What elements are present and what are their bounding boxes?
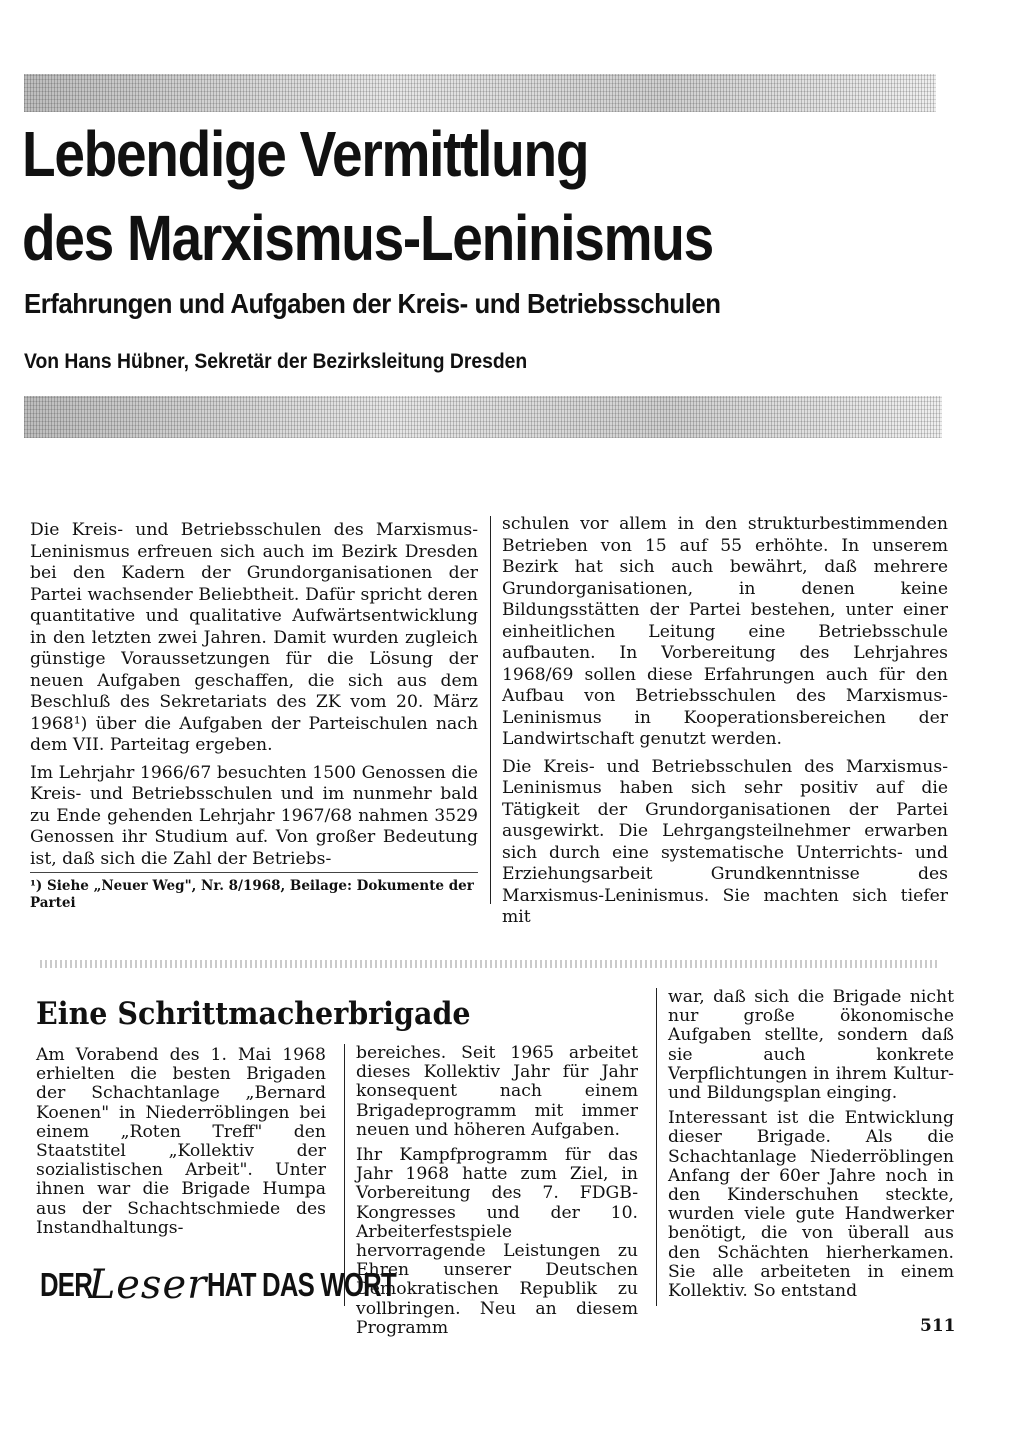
article-column-2 [502,514,948,935]
paragraph: war, daß sich die Brigade nicht nur große ökonomische Aufgaben stellte, sondern daß sie auch konkrete Verpflichtungen in ihrem Kultur- und Bildungsplan einging. [668,987,954,1104]
paragraph: Interessant ist die Entwicklung dieser Brigade. Als die Schachtanlage Niederröblingen Anfang der 60er Jahre noch in den Kinderschuhen steckte, wurden viele gute Handwerker benötigt, die von überall aus den Schächten hierherkamen. Sie alle arbeiteten in einem Kollektiv. So entstand [668,1108,954,1302]
paragraph: Im Lehrjahr 1966/67 besuchten 1500 Genossen die Kreis- und Betriebsschulen und im nunmehr bald zu Ende gehenden Lehrjahr 1967/68 nahmen 3529 Genossen ihr Studium auf. Von großer Bedeutung ist, daß sich die Zahl der Betriebs- [30,762,478,869]
title-line-1: Lebendige Vermittlung [22,118,589,190]
decorative-texture-band-bottom [24,396,942,438]
paragraph: Die Kreis- und Betriebsschulen des Marxismus-Leninismus haben sich sehr positiv auf die Tätigkeit der Grundorganisationen der Partei ausgewirkt. Die Lehrgangsteilnehmer erwarben sich durch eine systematische Unterrichts- und Erziehungsarbeit Grundkenntnisse des Marxismus-Leninismus. Sie machten sich tiefer mit [502,756,948,927]
article-byline: Von Hans Hübner, Sekretär der Bezirksleitung Dresden [24,350,528,373]
section-title: Eine Schrittmacherbrigade [36,996,471,1032]
article-subtitle: Erfahrungen und Aufgaben der Kreis- und Betriebsschulen [24,288,721,319]
column-divider [656,988,657,1306]
logo-script-leser: Leser [88,1262,208,1308]
decorative-texture-band-top [24,74,936,112]
der-leser-hat-das-wort-logo [40,1262,449,1308]
paragraph: Am Vorabend des 1. Mai 1968 erhielten die besten Brigaden der Schachtanlage „Bernard Koenen" in Niederröblingen bei einem „Roten Treff" den Staatstitel „Kollektiv der sozialistischen Arbeit". Unter ihnen war die Brigade Humpa aus der Schachtschmiede des Instandhaltungs- [36,1045,326,1238]
logo-text-hat-das-wort: HAT DAS WORT [207,1266,397,1303]
section-column-3 [668,988,954,1307]
footnote-divider [30,872,478,873]
logo-text-der: DER [40,1266,93,1303]
paragraph: bereiches. Seit 1965 arbeitet dieses Kollektiv Jahr für Jahr konsequent nach einem Brigadeprogramm mit immer neuen und höheren Aufgaben. [356,1043,638,1140]
paragraph: Die Kreis- und Betriebsschulen des Marxismus-Leninismus erfreuen sich auch im Bezirk Dresden bei den Kadern der Grundorganisationen der Partei wachsender Beliebtheit. Dafür spricht deren quantitative und qualitative Aufwärtsentwicklung in den letzten zwei Jahren. Damit wurden zugleich günstige Voraussetzungen für die Lösung der neuen Aufgaben geschaffen, die sich aus dem Beschluß des Sekretariats des ZK vom 20. März 1968¹) über die Aufgaben der Parteischulen nach dem VII. Parteitag ergeben. [30,520,478,755]
footnote: ¹) Siehe „Neuer Weg", Nr. 8/1968, Beilage: Dokumente der Partei [30,878,474,911]
page-number: 511 [920,1316,956,1336]
section-column-1 [36,1046,326,1244]
column-divider [490,516,491,904]
title-line-2: des Marxismus-Leninismus [22,202,713,274]
article-column-1 [30,520,478,876]
section-separator [40,960,940,968]
article-title [22,112,848,280]
paragraph: schulen vor allem in den strukturbestimmenden Betrieben von 15 auf 55 erhöhte. In unserem Bezirk hat sich auch bewährt, daß mehrere Grundorganisationen, in denen keine Bildungsstätten der Partei bestehen, unter einer einheitlichen Leitung eine Betriebsschule aufbauten. In Vorbereitung des Lehrjahres 1968/69 sollen diese Erfahrungen auch für den Aufbau von Betriebsschulen des Marxismus-Leninismus in Kooperationsbereichen der Landwirtschaft genutzt werden. [502,514,948,749]
paragraph: Ihr Kampfprogramm für das Jahr 1968 hatte zum Ziel, in Vorbereitung des 7. FDGB-Kongresses und der 10. Arbeiterfestspiele hervorragende Leistungen zu Ehren unserer Deutschen Demokratischen Republik zu vollbringen. Neu an diesem Programm [356,1145,638,1338]
